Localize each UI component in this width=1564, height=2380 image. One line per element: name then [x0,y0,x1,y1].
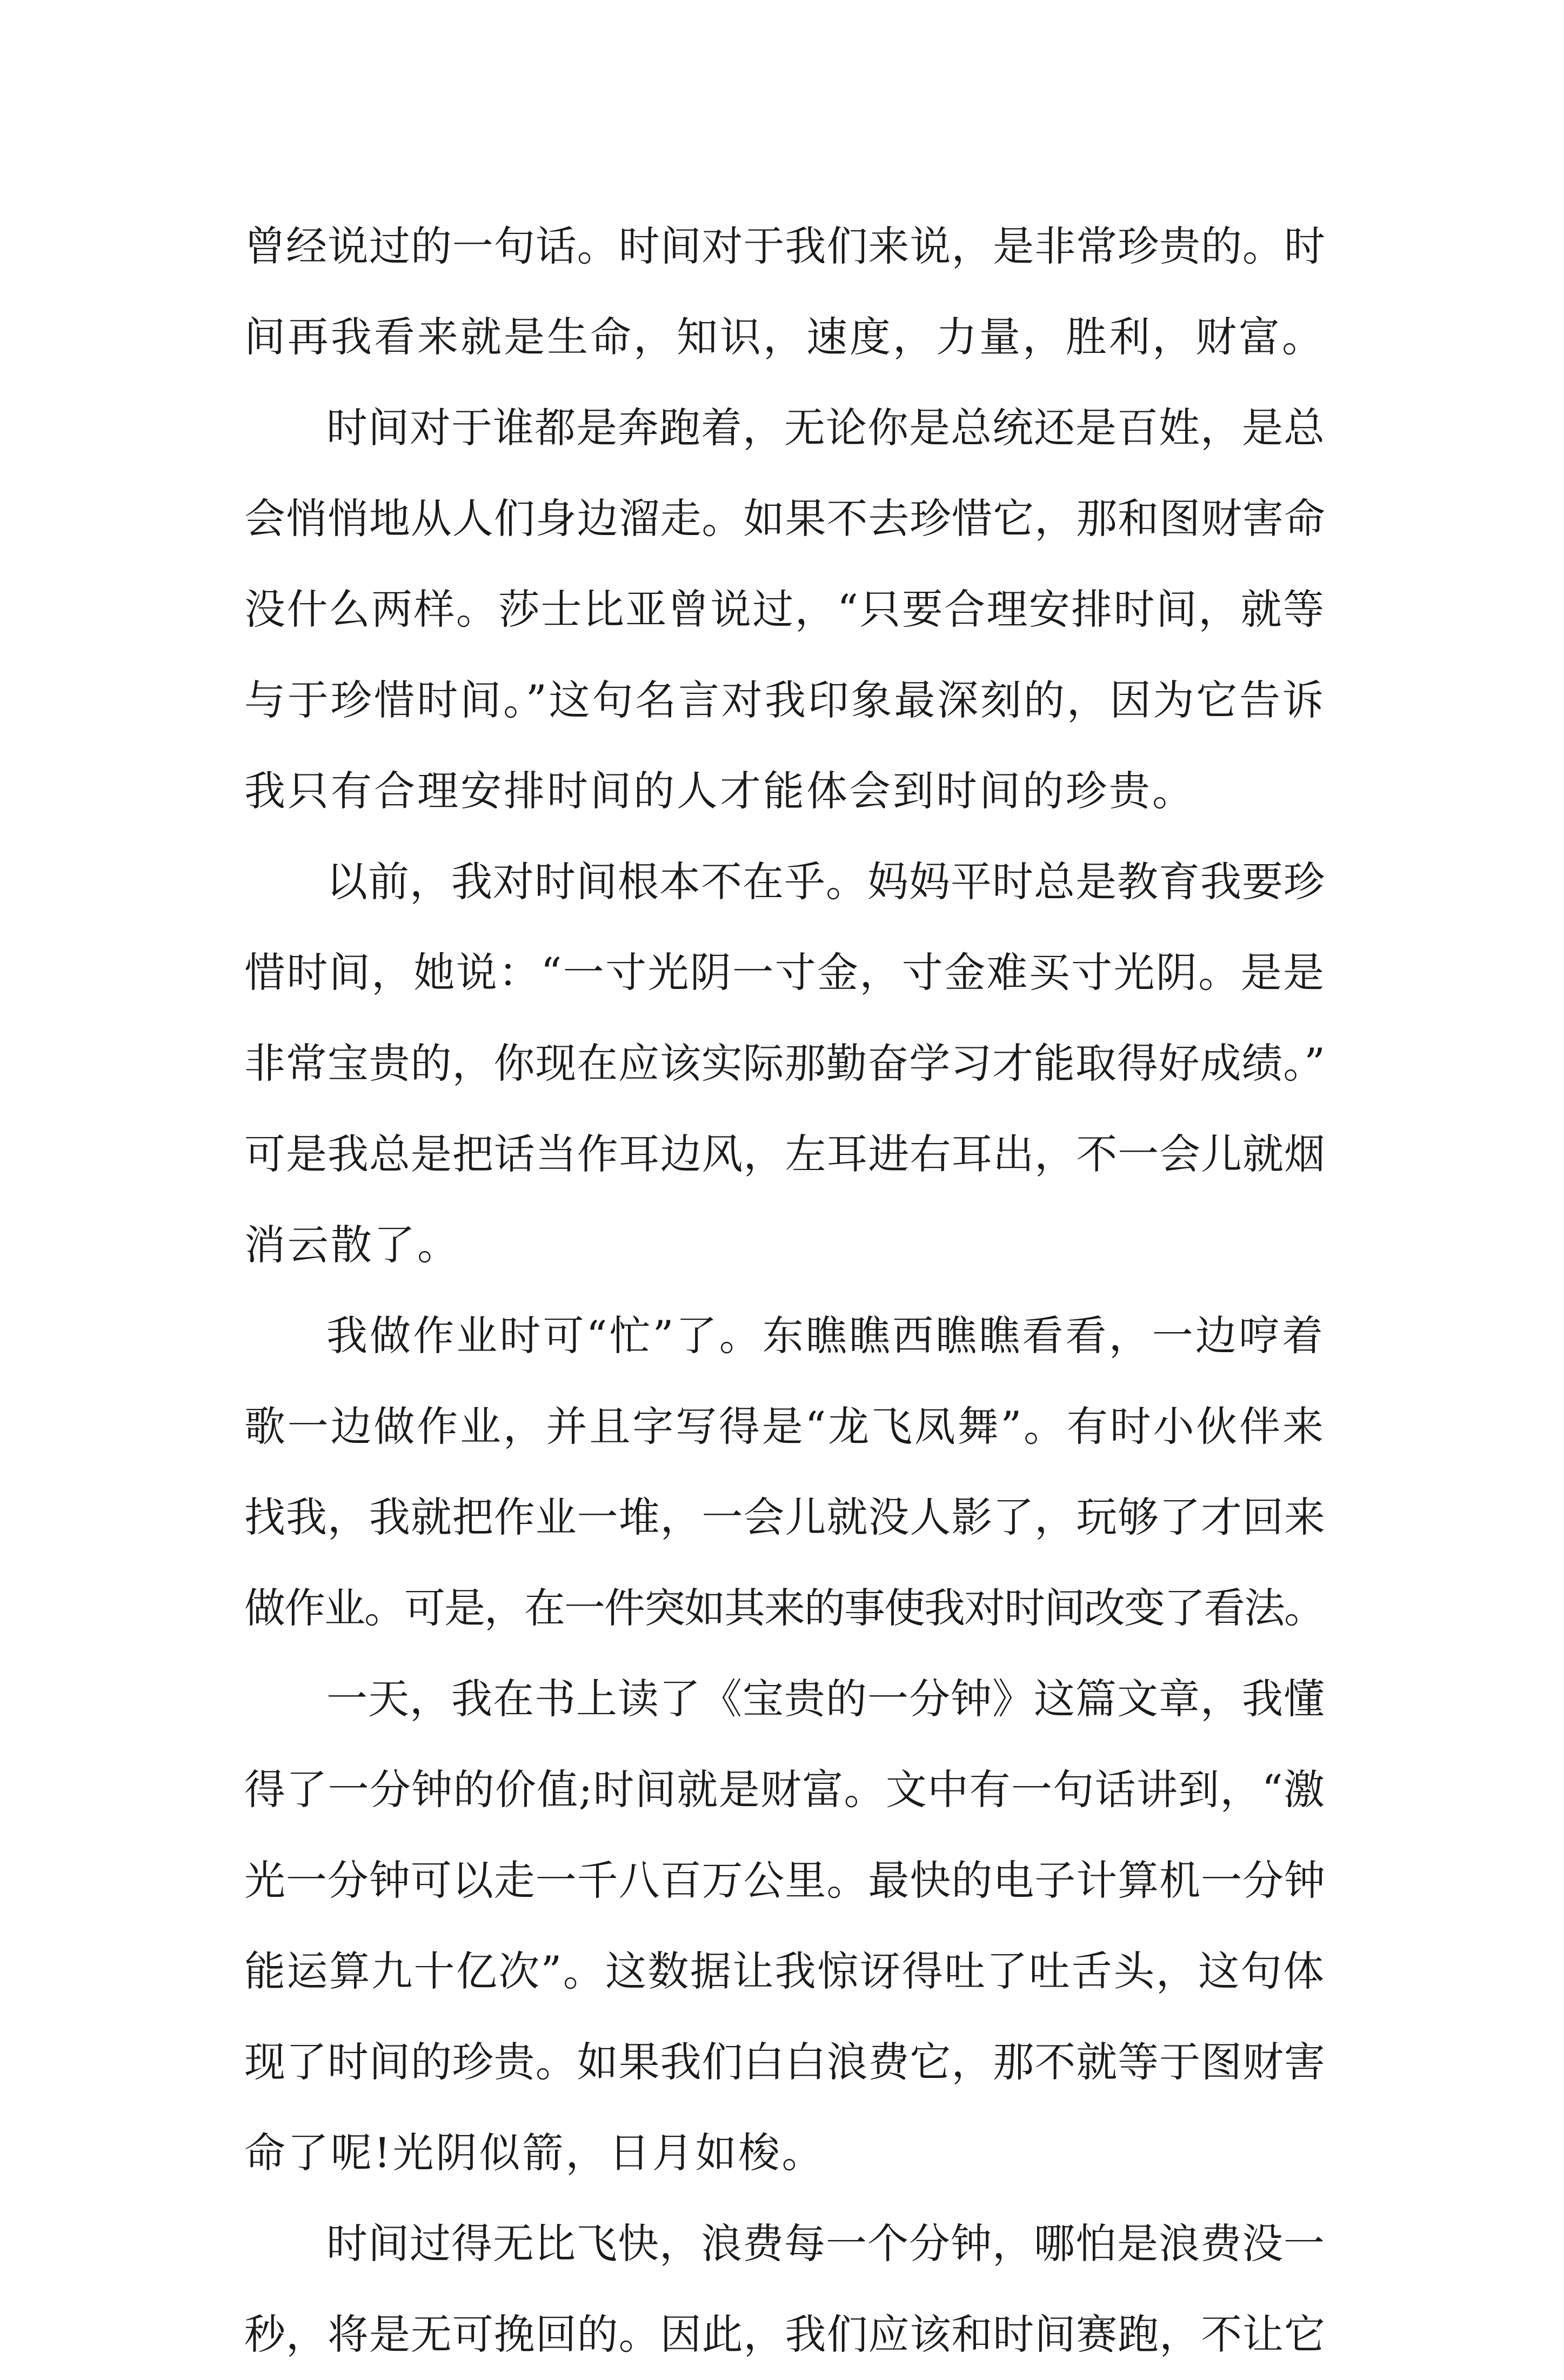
text-line: 没什么两样。莎士比亚曾说过，“只要合理安排时间，就等 [244,585,1325,633]
text-line: 一天，我在书上读了《宝贵的一分钟》这篇文章，我懂 [326,1675,1325,1723]
paragraph-2 [244,383,1325,837]
text-line: 会悄悄地从人们身边溜走。如果不去珍惜它，那和图财害命 [244,494,1325,543]
text-line: 现了时间的珍贵。如果我们白白浪费它，那不就等于图财害 [244,2038,1325,2086]
paragraph-3 [244,837,1325,1291]
paragraph-5 [244,1654,1325,2198]
text-line: 时间过得无比飞快，浪费每一个分钟，哪怕是浪费没一 [326,2219,1325,2268]
text-line: 做作业。可是，在一件突如其来的事使我对时间改变了看法。 [244,1584,1324,1632]
text-line: 光一分钟可以走一千八百万公里。最快的电子计算机一分钟 [244,1856,1325,1904]
text-line: 与于珍惜时间。”这句名言对我印象最深刻的，因为它告诉 [244,676,1325,724]
text-line: 我做作业时可“忙”了。东瞧瞧西瞧瞧看看，一边哼着 [326,1312,1325,1360]
text-line: 能运算九十亿次”。这数据让我惊讶得吐了吐舌头，这句体 [244,1947,1325,1995]
text-line: 曾经说过的一句话。时间对于我们来说，是非常珍贵的。时 [244,222,1325,270]
paragraph-1 [244,201,1325,383]
text-line: 非常宝贵的，你现在应该实际那勤奋学习才能取得好成绩。” [244,1039,1325,1087]
text-line: 我只有合理安排时间的人才能体会到时间的珍贵。 [244,767,1195,815]
text-line: 惜时间，她说：“一寸光阴一寸金，寸金难买寸光阴。是是 [244,948,1325,997]
text-line: 可是我总是把话当作耳边风，左耳进右耳出，不一会儿就烟 [244,1130,1325,1178]
text-line: 以前，我对时间根本不在乎。妈妈平时总是教育我要珍 [326,858,1325,906]
text-line: 命了呢!光阴似箭，日月如梭。 [244,2129,825,2177]
text-line: 得了一分钟的价值;时间就是财富。文中有一句话讲到，“激 [244,1766,1325,1814]
text-line: 秒，将是无可挽回的。因此，我们应该和时间赛跑，不让它 [244,2310,1325,2358]
paragraph-4 [244,1291,1325,1654]
paragraph-6 [244,2198,1325,2380]
body-text [244,201,1325,2380]
text-line: 找我，我就把作业一堆，一会儿就没人影了，玩够了才回来 [244,1493,1325,1541]
text-line: 歌一边做作业，并且字写得是“龙飞凤舞”。有时小伙伴来 [244,1402,1325,1450]
text-line: 间再我看来就是生命，知识，速度，力量，胜利，财富。 [244,313,1325,361]
text-line: 时间对于谁都是奔跑着，无论你是总统还是百姓，是总 [326,404,1325,452]
text-line: 消云散了。 [244,1221,460,1269]
